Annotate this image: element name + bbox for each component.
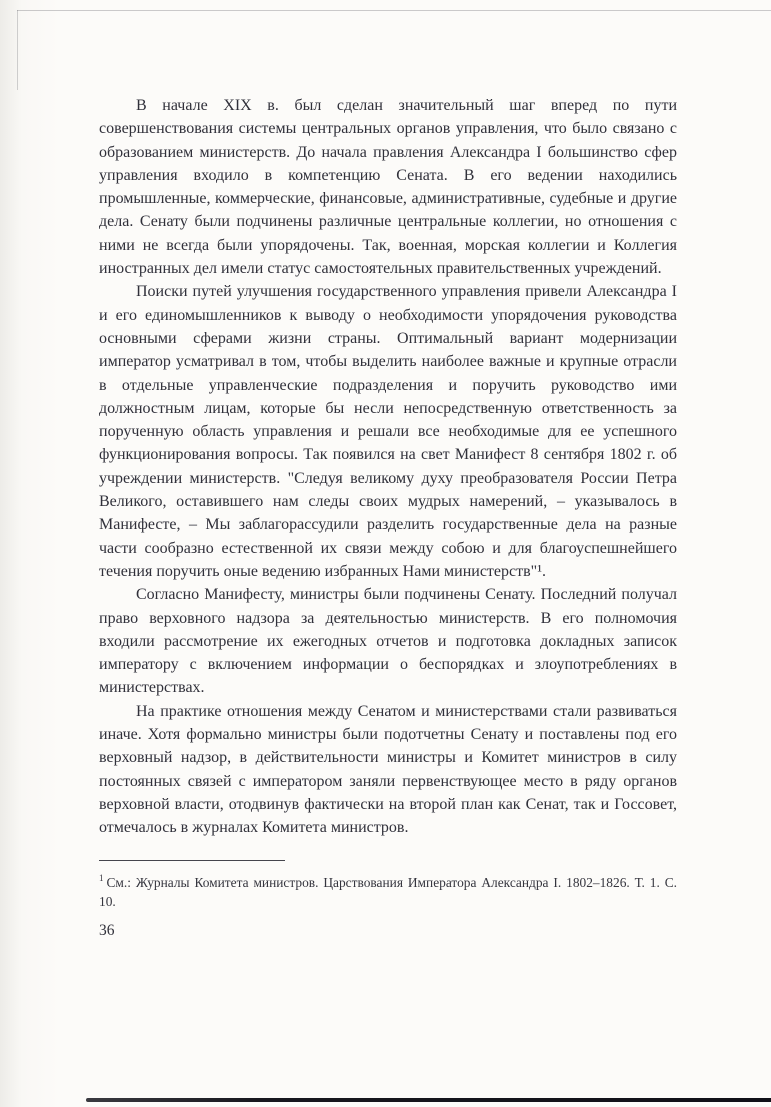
paragraph-1: В начале XIX в. был сделан значительный шаг вперед по пути совершенствования системы центральных органов управления, что было связано с образованием министерств. До начала правления Александра I большинство сфер управления входило в компетенцию Сената. В его ведении находились промышленные, коммерческие, финансовые, административные, судебные и другие дела. Сенату были подчинены различные центральные коллегии, но отношения с ними не всегда были упорядочены. Так, военная, морская коллегии и Коллегия иностранных дел имели статус самостоятельных правительственных учреждений. bbox=[99, 97, 677, 278]
scan-edge-top bbox=[17, 10, 771, 11]
scan-edge-left bbox=[17, 10, 18, 90]
scan-edge-bottom bbox=[86, 1098, 771, 1102]
paragraph-3: Согласно Манифесту, министры были подчинены Сенату. Последний получал право верховного надзора за деятельностью министерств. В его полномочия входили рассмотрение их ежегодных отчетов и подготовка докладных записок императору с включением информации о беспорядках и злоупотреблениях в министерствах. bbox=[99, 586, 677, 697]
footnote-text: См.: Журналы Комитета министров. Царствования Императора Александра I. 1802–1826. Т. 1. С. 10. bbox=[99, 874, 677, 910]
page-number: 36 bbox=[99, 921, 115, 939]
footnote bbox=[99, 873, 677, 912]
paragraph-2: Поиски путей улучшения государственного управления привели Александра I и его единомышленников к выводу о необходимости упорядочения руководства основными сферами жизни страны. Оптимальный вариант модернизации император усматривал в том, чтобы выделить наиболее важные и крупные отрасли в отдельные управленческие подразделения и поручить руководство ими должностным лицам, которые бы несли непосредственную ответственность за порученную область управления и решали все необходимые для ее успешного функционирования вопросы. Так появился на свет Манифест 8 сентября 1802 г. об учреждении министерств. "Следуя великому духу преобразователя России Петра Великого, оставившего нам следы своих мудрых намерений, – указывалось в Манифесте, – Мы заблагорассудили разделить государственные дела на разные части сообразно естественной их связи между собою и для благоуспешнейшего течения поручить оные ведению избранных Нами министерств"¹. bbox=[99, 283, 677, 580]
paragraph-4: На практике отношения между Сенатом и министерствами стали развиваться иначе. Хотя формально министры были подотчетны Сенату и поставлены под его верховный надзор, в действительности министры и Комитет министров в силу постоянных связей с императором заняли первенствующее место в ряду органов верховной власти, отодвинув фактически на второй план как Сенат, так и Госсовет, отмечалось в журналах Комитета министров. bbox=[99, 702, 677, 837]
page-text-block bbox=[99, 94, 677, 942]
footnote-marker: 1 bbox=[99, 873, 104, 884]
footnote-separator bbox=[99, 860, 285, 861]
